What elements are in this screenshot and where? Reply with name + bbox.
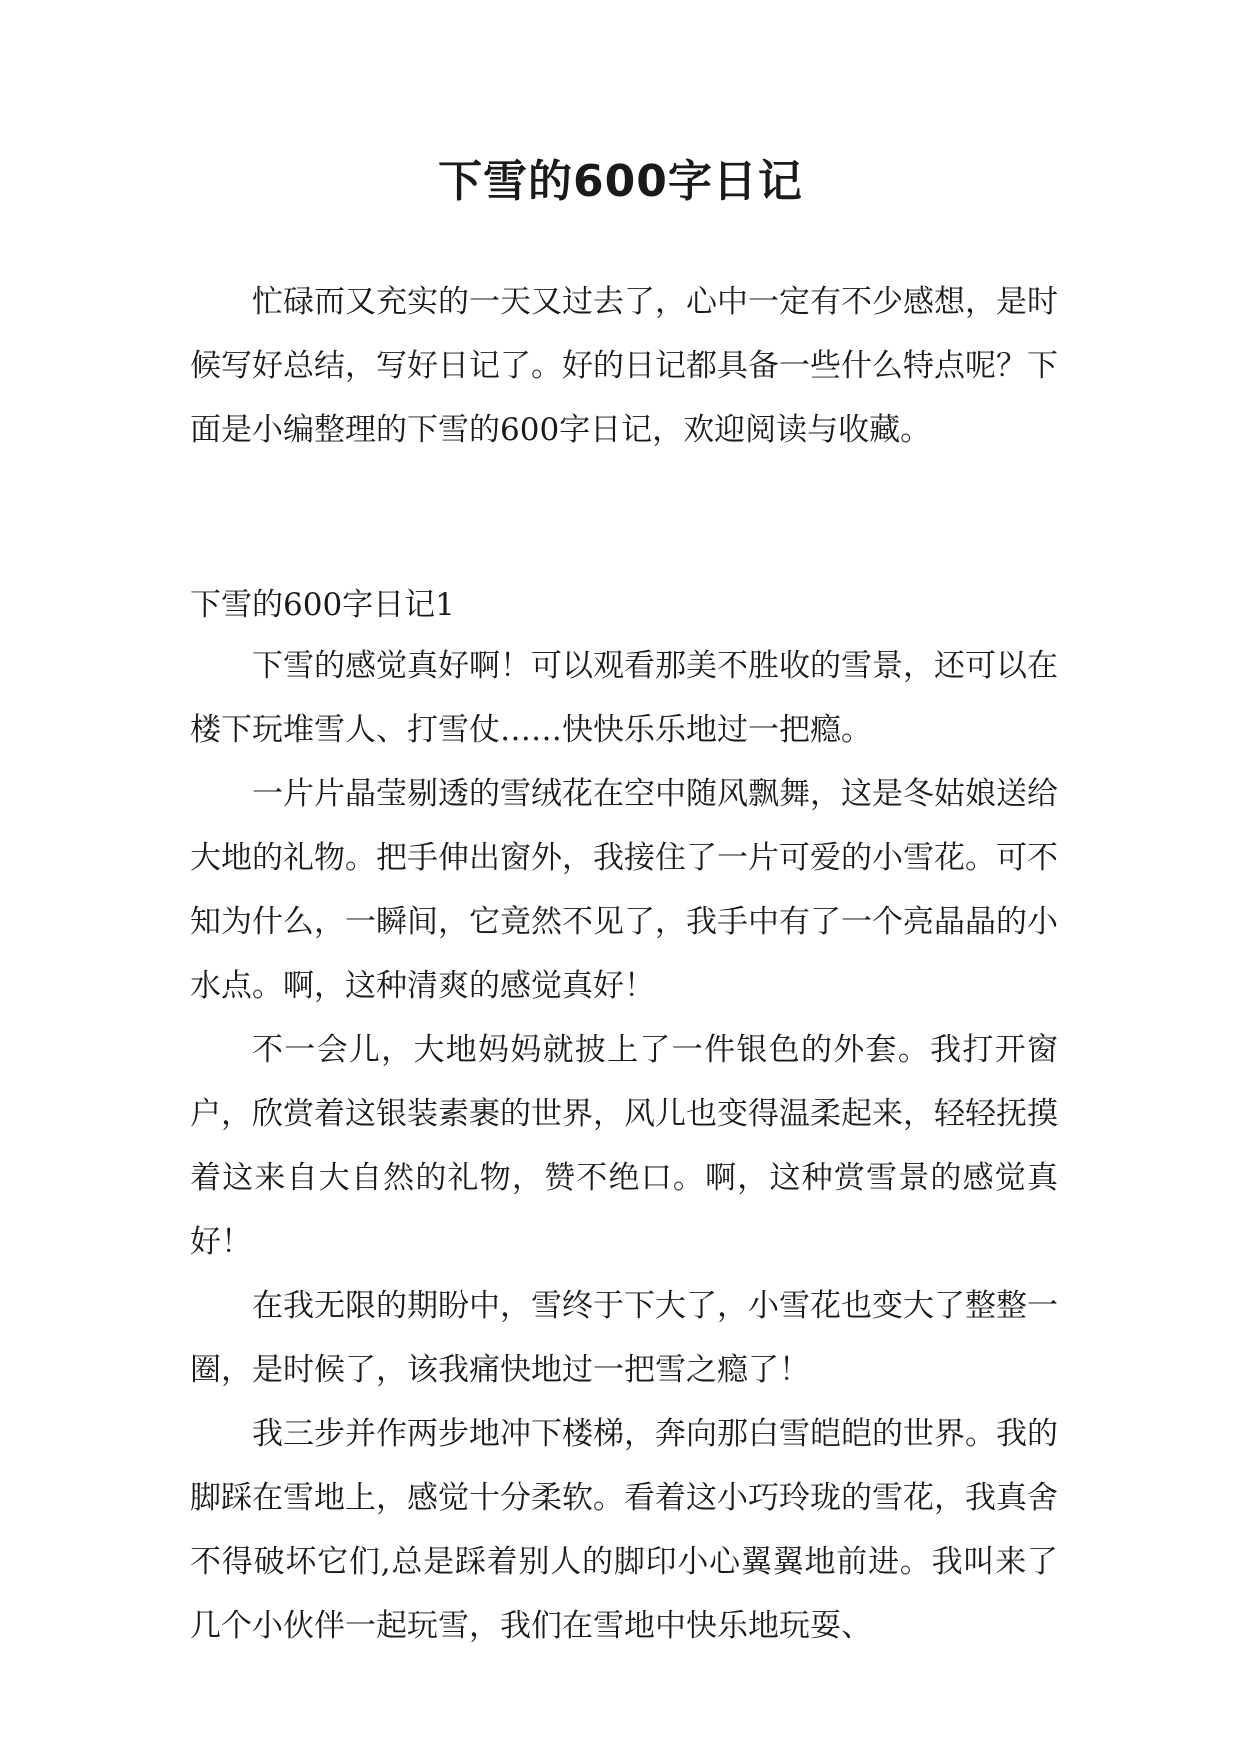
intro-paragraph: 忙碌而又充实的一天又过去了，心中一定有不少感想，是时候写好总结，写好日记了。好的日记都具备一些什么特点呢？下面是小编整理的下雪的600字日记，欢迎阅读与收藏。 xyxy=(190,284,1058,448)
document-title: 下雪的600字日记 xyxy=(438,156,803,207)
section-heading: 下雪的600字日记1 xyxy=(190,587,455,623)
paragraph: 在我无限的期盼中，雪终于下大了，小雪花也变大了整整一圈，是时候了，该我痛快地过一把雪之瘾了！ xyxy=(190,1288,1058,1388)
diary-section-1 xyxy=(190,576,1058,1658)
paragraph: 我三步并作两步地冲下楼梯，奔向那白雪皑皑的世界。我的脚踩在雪地上，感觉十分柔软。看着这小巧玲珑的雪花，我真舍不得破坏它们,总是踩着别人的脚印小心翼翼地前进。我叫来了几个小伙伴一起玩雪，我们在雪地中快乐地玩耍、 xyxy=(190,1416,1058,1644)
paragraph: 下雪的感觉真好啊！可以观看那美不胜收的雪景，还可以在楼下玩堆雪人、打雪仗……快快乐乐地过一把瘾。 xyxy=(190,648,1058,748)
intro-block xyxy=(190,270,1058,462)
paragraph: 一片片晶莹剔透的雪绒花在空中随风飘舞，这是冬姑娘送给大地的礼物。把手伸出窗外，我接住了一片可爱的小雪花。可不知为什么，一瞬间，它竟然不见了，我手中有了一个亮晶晶的小水点。啊，这种清爽的感觉真好！ xyxy=(190,776,1058,1004)
paragraph: 不一会儿，大地妈妈就披上了一件银色的外套。我打开窗户，欣赏着这银装素裹的世界，风儿也变得温柔起来，轻轻抚摸着这来自大自然的礼物，赞不绝口。啊，这种赏雪景的感觉真好！ xyxy=(190,1032,1058,1260)
